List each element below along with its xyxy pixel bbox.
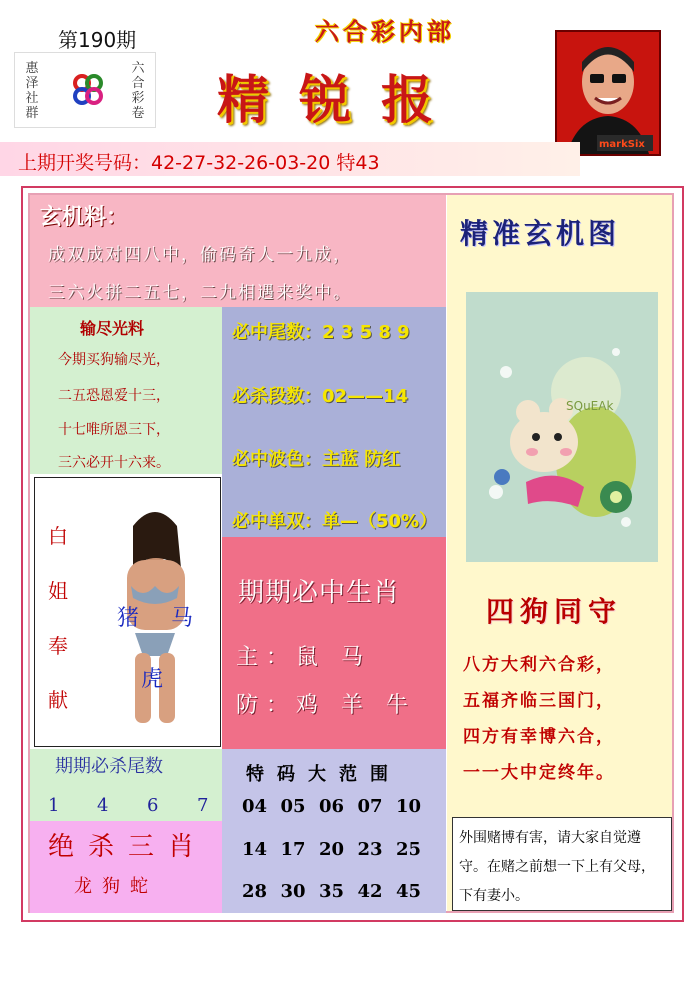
sure-wave-color: 必中波色：主蓝 防红	[232, 449, 401, 470]
special-range-row-1	[242, 796, 435, 817]
portrait-image	[557, 32, 659, 154]
issue-number: 第190期	[58, 28, 137, 52]
kill-range: 必杀段数：02——14	[232, 386, 409, 407]
four-dogs-line-3: 四方有幸博六合，	[463, 727, 615, 747]
squirrel-illustration	[466, 292, 658, 562]
special-range-row-2	[242, 839, 435, 860]
lose-all-line-4: 三六必开十六来。	[58, 455, 170, 471]
logo-right-text: 六 合 彩 卷	[131, 61, 145, 121]
mystery-line-2: 三六火拼二五七，二九相遇来奖中。	[48, 283, 352, 303]
range-number: 10	[396, 796, 422, 817]
mystery-line-1: 成双成对四八中，偷码奇人一九成，	[48, 245, 352, 265]
four-dogs-line-1: 八方大利六合彩，	[463, 655, 615, 675]
range-number: 25	[396, 839, 422, 860]
lose-all-line-1: 今期买狗输尽光，	[58, 352, 170, 368]
community-logo	[14, 52, 156, 128]
range-number: 04	[242, 796, 268, 817]
range-number: 06	[319, 796, 345, 817]
girl-label-3: 奉	[48, 634, 68, 658]
zodiac-backup: 防：鸡 羊 牛	[236, 693, 416, 718]
range-number: 42	[357, 881, 383, 902]
logo-left-text: 惠 泽 社 群	[25, 61, 39, 121]
zodiac-title: 期期必中生肖	[238, 578, 401, 608]
mystery-picture-title: 精准玄机图	[460, 217, 621, 250]
kill-tail-3: 6	[147, 795, 159, 816]
paper-title: 精锐报	[216, 70, 463, 131]
photo-caption: markSix	[599, 139, 645, 150]
kill-three-title: 绝杀三肖	[48, 832, 209, 862]
club-title: 六合彩内部	[315, 17, 455, 46]
kill-tails-title: 期期必杀尾数	[55, 756, 163, 777]
kill-tail-2: 4	[97, 795, 109, 816]
previous-draw-numbers: 上期开奖号码：42-27-32-26-03-20 特43	[18, 152, 380, 174]
mystery-picture	[466, 292, 658, 562]
range-number: 20	[319, 839, 345, 860]
zodiac-main: 主：鼠 马	[236, 645, 371, 670]
sure-odd-even: 必中单双：单—（50%）	[232, 511, 438, 532]
special-range-row-3	[242, 881, 435, 902]
host-photo	[555, 30, 661, 156]
four-dogs-line-2: 五福齐临三国门，	[463, 691, 615, 711]
range-number: 14	[242, 839, 268, 860]
range-number: 28	[242, 881, 268, 902]
girl-label-2: 姐	[48, 579, 68, 603]
four-dogs-title: 四狗同守	[486, 595, 623, 628]
gambling-notice: 外围赌博有害，请大家自觉遵守。在赌之前想一下上有父母，下有妻小。	[452, 817, 672, 911]
kill-tail-4: 7	[197, 795, 209, 816]
range-number: 30	[280, 881, 306, 902]
lose-all-line-2: 二五恐恩爱十三，	[58, 388, 170, 404]
zodiac-tiger: 虎	[141, 667, 164, 692]
range-number: 23	[357, 839, 383, 860]
range-number: 45	[396, 881, 422, 902]
lose-all-title: 输尽光料	[80, 319, 145, 338]
mystery-label: 玄机料：	[40, 204, 129, 230]
zodiac-horse: 马	[171, 606, 194, 631]
kill-three-values: 龙狗蛇	[74, 876, 158, 897]
girl-label-4: 献	[48, 688, 68, 712]
range-number: 07	[357, 796, 383, 817]
special-range-title: 特码大范围	[246, 764, 401, 785]
range-number: 05	[280, 796, 306, 817]
range-number: 17	[280, 839, 306, 860]
picture-text: SQuEAk	[566, 399, 614, 413]
zodiac-pig: 猪	[117, 606, 140, 631]
girl-label-1: 白	[48, 524, 68, 548]
lose-all-line-3: 十七唯所恩三下，	[58, 422, 170, 438]
rings-icon	[71, 73, 105, 107]
kill-tail-1: 1	[48, 795, 60, 816]
sure-tail-numbers: 必中尾数：2 3 5 8 9	[232, 322, 410, 343]
range-number: 35	[319, 881, 345, 902]
four-dogs-line-4: 一一大中定终年。	[463, 763, 615, 783]
